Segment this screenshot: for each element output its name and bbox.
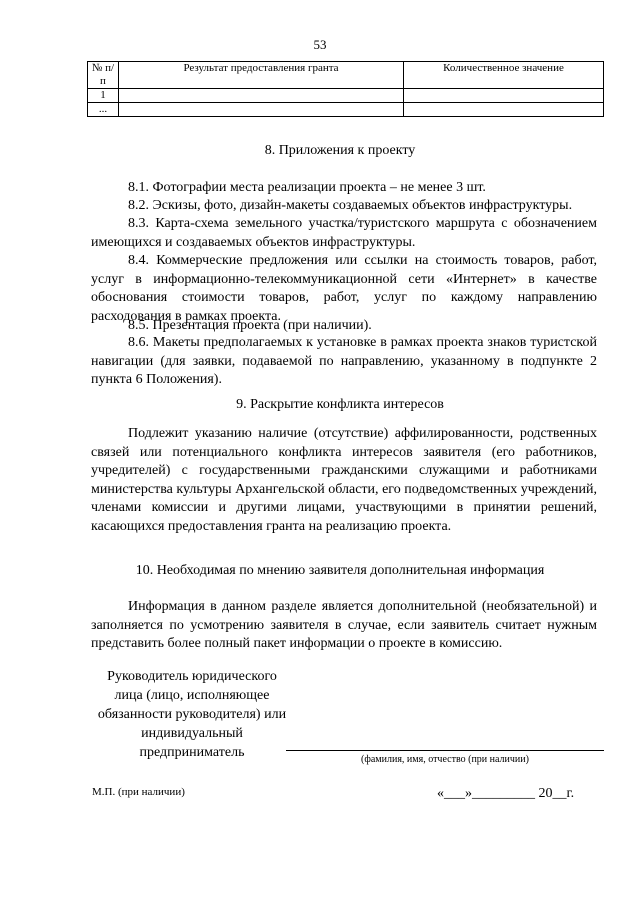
list-item: 8.1. Фотографии места реализации проекта – не менее 3 шт. <box>128 180 486 195</box>
table-row <box>88 103 604 117</box>
list-item: 8.4. Коммерческие предложения или ссылки на стоимость товаров, работ, услуг в информационно-телекоммуникационной сети «Интернет» в качестве обоснования стоимости товаров, работ, услуг по каждому направлению расходования в рамках проекта. <box>91 253 597 324</box>
column-header-value: Количественное значение <box>404 62 604 89</box>
signature-line <box>286 750 604 751</box>
signer-label: Руководитель юридического лица (лицо, исполняющее обязанности руководителя) или индивидуальный предприниматель <box>97 669 287 760</box>
table-row <box>88 89 604 103</box>
section-10-heading: 10. Необходимая по мнению заявителя дополнительная информация <box>135 563 545 578</box>
section-9-heading: 9. Раскрытие конфликта интересов <box>236 397 444 412</box>
list-item: 8.3. Карта-схема земельного участка/туристского маршрута с обозначением имеющихся и создаваемых объектов инфраструктуры. <box>91 216 597 250</box>
date-line: «___»_________ 20__г. <box>437 786 575 801</box>
signature-name-caption: (фамилия, имя, отчество (при наличии) <box>361 754 529 765</box>
table-cell <box>404 103 604 117</box>
page-number: 53 <box>313 37 327 52</box>
list-item: 8.2. Эскизы, фото, дизайн-макеты создаваемых объектов инфраструктуры. <box>128 198 573 213</box>
grant-results-table <box>87 61 604 117</box>
table-header-row <box>88 62 604 89</box>
list-item: 8.6. Макеты предполагаемых к установке в рамках проекта знаков туристской навигации (для заявки, подаваемой по направлению, указанному в подпункте 2 пункта 6 Положения). <box>91 335 597 387</box>
table-cell: ... <box>88 103 119 117</box>
section-10-text: Информация в данном разделе является дополнительной (необязательной) и заполняется по усмотрению заявителя в случае, если заявитель считает нужным представить более полный пакет информации о проекте в комиссию. <box>91 599 597 651</box>
list-item: 8.5. Презентация проекта (при наличии). <box>128 318 372 333</box>
section-8-heading: 8. Приложения к проекту <box>264 143 416 158</box>
table-cell <box>119 89 404 103</box>
table-cell: 1 <box>88 89 119 103</box>
table-cell <box>119 103 404 117</box>
table-cell <box>404 89 604 103</box>
stamp-label: М.П. (при наличии) <box>92 786 185 798</box>
column-header-number: № п/п <box>88 62 119 89</box>
column-header-result: Результат предоставления гранта <box>119 62 404 89</box>
section-9-text: Подлежит указанию наличие (отсутствие) аффилированности, родственных связей или потенциального конфликта интересов заявителя (его работников, учредителей) с государственными гражданскими служащими и работниками министерства культуры Архангельской области, его подведомственных учреждений, членами комиссии и другими лицами, участвующими в принятии решений, касающихся предоставления гранта на реализацию проекта. <box>91 426 597 534</box>
